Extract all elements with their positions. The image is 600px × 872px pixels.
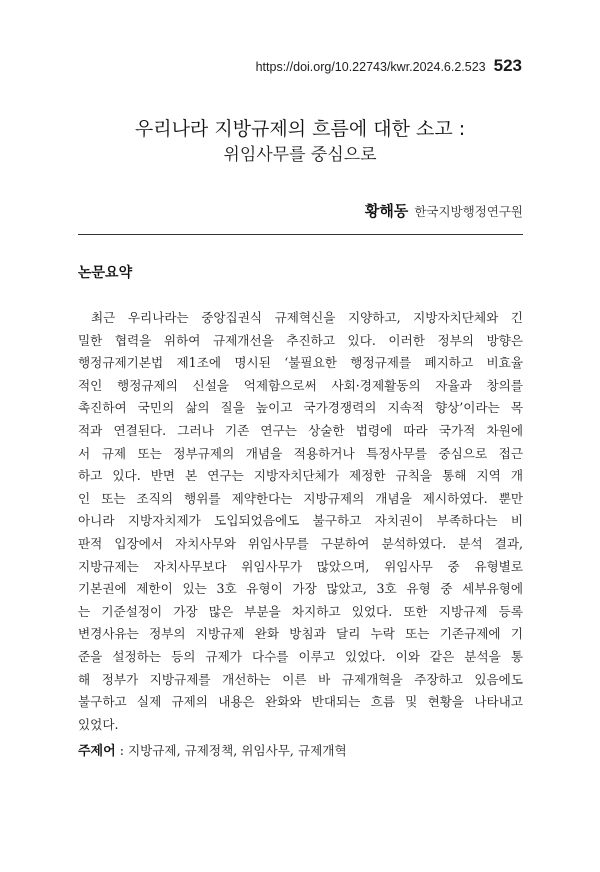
- paper-title: 우리나라 지방규제의 흐름에 대한 소고 :: [134, 118, 466, 140]
- abstract-line: 행정규제기본법 제1조에 명시된 ‘불필요한 행정규제를 폐지하고 비효율: [78, 355, 523, 371]
- header-divider: [78, 234, 523, 235]
- page-number: 523: [493, 56, 522, 75]
- abstract-line: 밀한 협력을 위하여 규제개선을 추진하고 있다. 이러한 정부의 방향은: [78, 332, 523, 348]
- author-name: 황해동: [364, 202, 409, 220]
- doi-link[interactable]: https://doi.org/10.22743/kwr.2024.6.2.523: [255, 60, 486, 74]
- abstract-line: 하고 있다. 반면 본 연구는 지방자치단체가 제정한 규칙을 통해 지역 개: [78, 468, 523, 484]
- abstract-line: 불구하고 실제 규제의 내용은 완화와 반대되는 흐름 및 현황을 나타내고: [78, 694, 523, 710]
- abstract-line: 인 또는 조직의 행위를 제약한다는 지방규제의 개념을 제시하였다. 뿐만: [78, 490, 523, 506]
- author-affiliation: 한국지방행정연구원: [414, 204, 523, 219]
- keywords-block: [78, 740, 523, 759]
- keywords-list: 지방규제, 규제정책, 위임사무, 규제개혁: [127, 743, 347, 758]
- author-block: [365, 200, 523, 221]
- abstract-line: 적과 연결된다. 그러나 기존 연구는 상술한 법령에 따라 국가적 차원에: [78, 422, 523, 438]
- abstract-line: 아니라 지방자치제가 도입되었음에도 불구하고 자치권이 부족하다는 비: [78, 513, 523, 529]
- abstract-line: 적인 행정규제의 신설을 억제함으로써 사회·경제활동의 자율과 창의를: [78, 377, 523, 393]
- abstract-line: 는 기준설정이 가장 많은 부분을 차지하고 있었다. 또한 지방규제 등록: [78, 603, 523, 619]
- abstract-line: 기본권에 제한이 있는 3호 유형이 가장 많았고, 3호 유형 중 세부유형에: [78, 581, 523, 597]
- abstract-line: 준을 설정하는 등의 규제가 다수를 이루고 있었다. 이와 같은 분석을 통: [78, 648, 523, 664]
- abstract-body: [78, 307, 523, 736]
- keywords-separator: :: [115, 743, 128, 758]
- abstract-line: 해 정부가 지방규제를 개선하는 이른 바 규제개혁을 주장하고 있음에도: [78, 671, 523, 687]
- paper-subtitle: 위임사무를 중심으로: [223, 145, 377, 165]
- abstract-heading: 논문요약: [78, 265, 133, 281]
- page-header: [0, 56, 522, 76]
- abstract-line: 있었다.: [78, 716, 119, 732]
- abstract-line: 지방규제는 자치사무보다 위임사무가 많았으며, 위임사무 중 유형별로: [78, 558, 523, 574]
- abstract-line: 판적 입장에서 자치사무와 위임사무를 구분하여 분석하였다. 분석 결과,: [78, 535, 523, 551]
- abstract-line: 서 규제 또는 정부규제의 개념을 적용하거나 특정사무를 중심으로 접근: [78, 445, 523, 461]
- abstract-line: 변경사유는 정부의 지방규제 완화 방침과 달리 누락 또는 기존규제에 기: [78, 626, 523, 642]
- abstract-line: 최근 우리나라는 중앙집권식 규제혁신을 지양하고, 지방자치단체와 긴: [91, 310, 523, 325]
- abstract-line: 촉진하여 국민의 삶의 질을 높이고 국가경쟁력의 지속적 향상’이라는 목: [78, 400, 523, 416]
- keywords-label: 주제어: [78, 744, 116, 759]
